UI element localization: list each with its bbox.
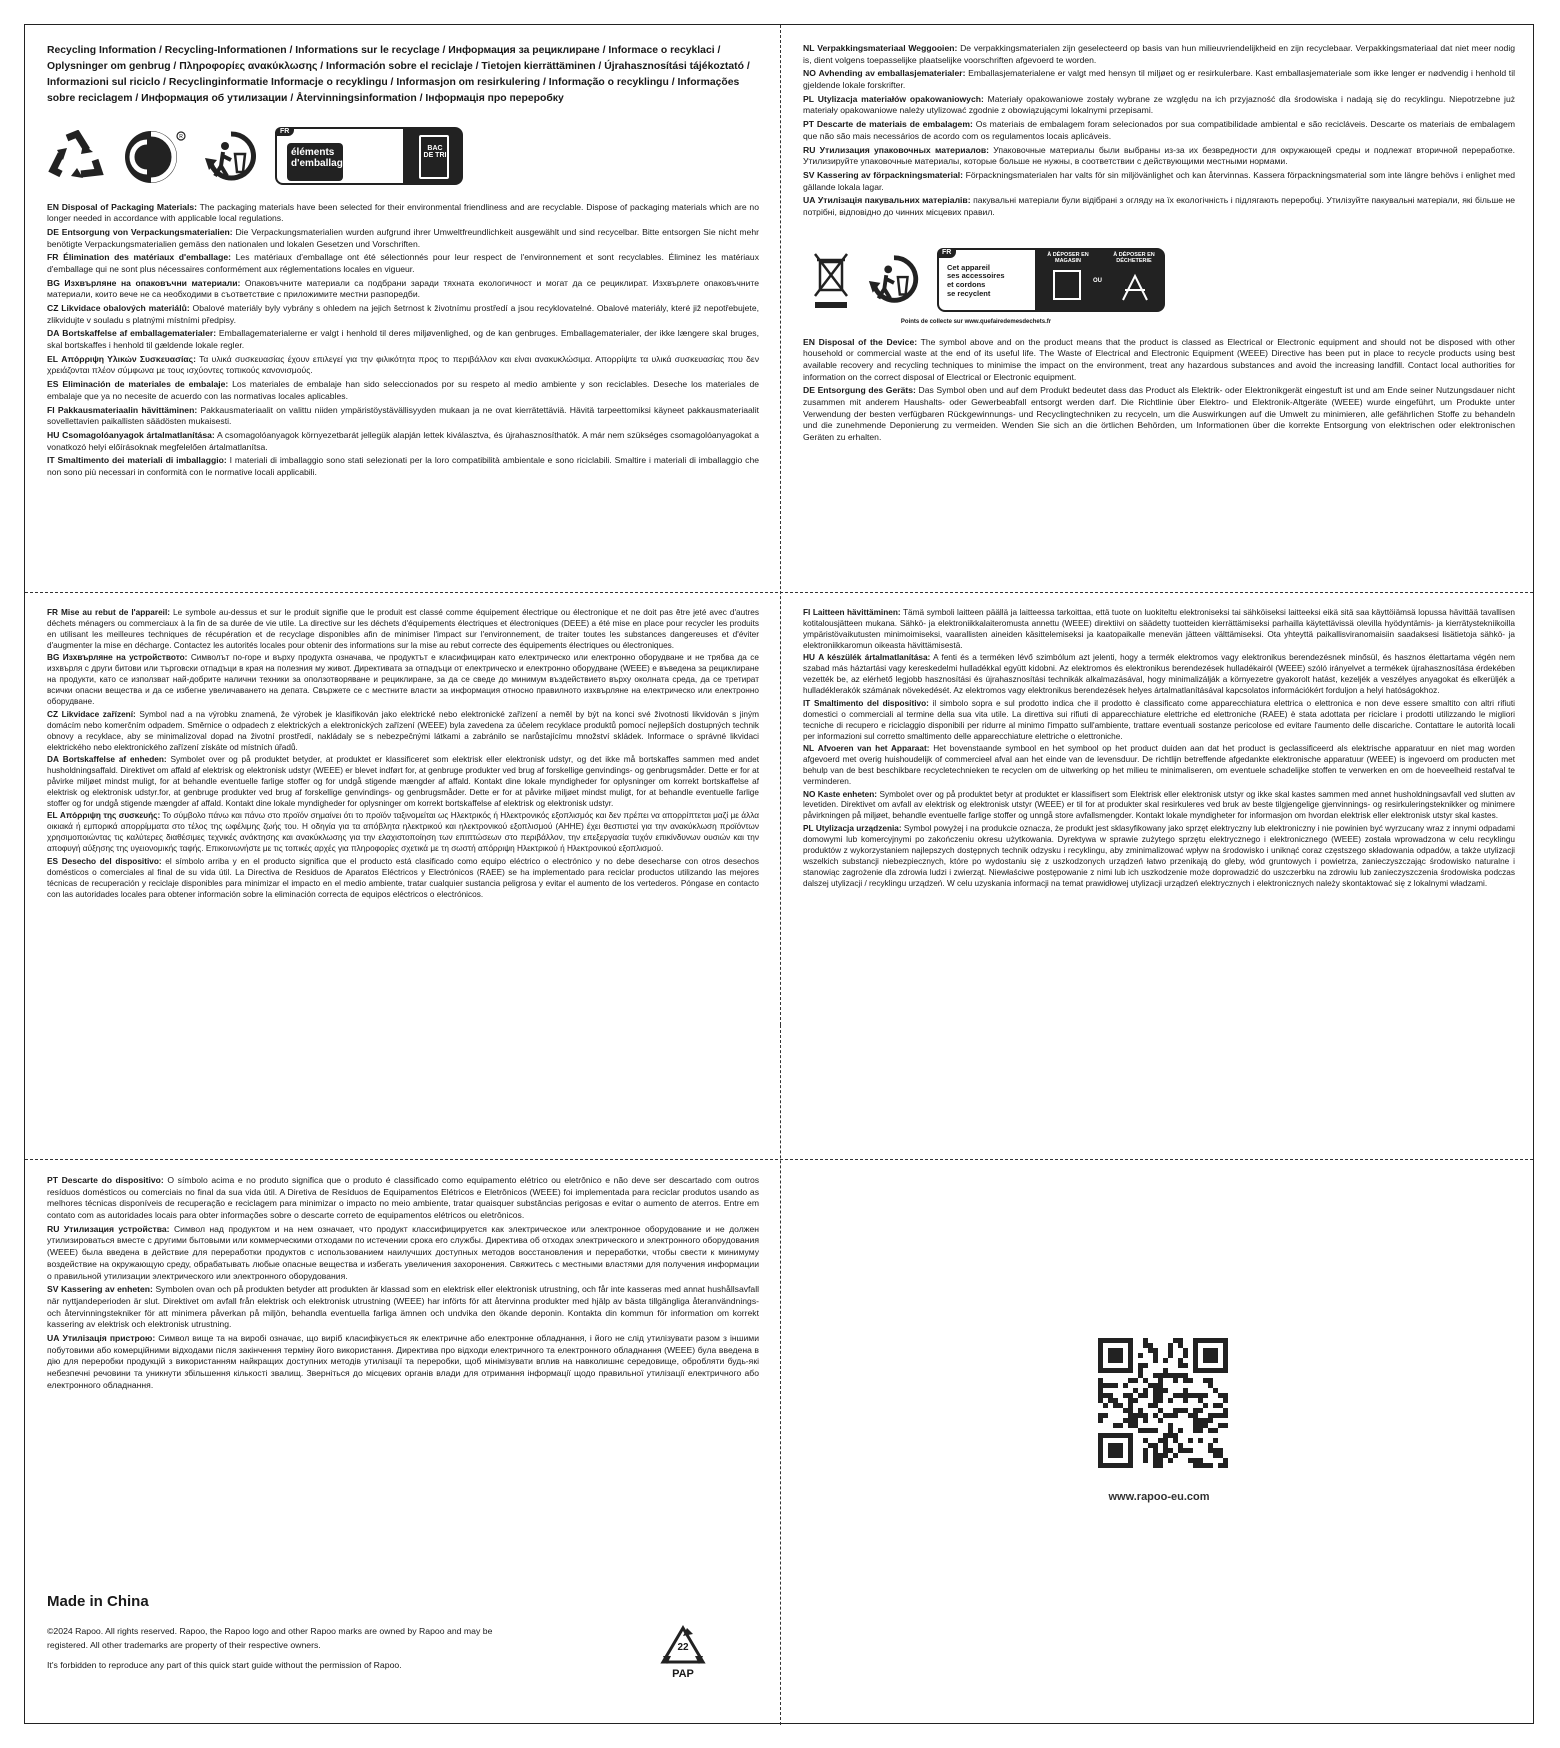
section-paragraph: BG Изхвърляне на опаковъчни материали: Опаковъчните материали са подбрани заради тяхната екологичност и могат да се рециклират. Изхвърлете опаковъчните материали, които вече не са необходими в съответствие с приложимите местни разпоредби. <box>47 277 759 300</box>
made-in-label: Made in China <box>47 1593 149 1610</box>
store-icon <box>1053 270 1081 300</box>
section-paragraph: ES Desecho del dispositivo: el símbolo arriba y en el producto significa que el producto está clasificado como equipo eléctrico o electrónico y no debe desecharse con otros desechos domésticos o comerciales al final de su vida útil. La Directiva de Residuos de Aparatos Eléctricos y Electrónicos (RAEE) se ha implementado para reciclar productos utilizando las mejores técnicas de recuperación y reciclaje disponibles para minimizar el impacto en el medio ambiente, tratar cualquier sustancia peligrosa y evitar el aumento de los vertederos. Póngase en contacto con las autoridades locales para obtener información sobre la eliminación correcta de equipos eléctricos o electrónicos. <box>47 856 759 899</box>
section-paragraph: IT Smaltimento dei materiali di imballaggio: I materiali di imballaggio sono stati selezionati per la loro compatibilità ambientale e sono riciclabili. Smaltire i materiali di imballaggio che non sono più necessari in conformità con le normative locali applicabili. <box>47 455 759 477</box>
website-link[interactable]: www.rapoo-eu.com <box>1108 1491 1210 1503</box>
badge-fr-tag: FR <box>275 127 294 136</box>
section-paragraph: UA Утилізація пакувальних матеріалів: пакувальні матеріали були відібрані з огляду на їх екологічність і підлягають переробці. Утилізуйте пакувальні матеріали, які більше не потрібні, відповідно до чинних місцевих правил. <box>803 195 1515 217</box>
device-right-top-list <box>803 337 1515 444</box>
pap-label: PAP <box>672 1668 694 1680</box>
horizontal-divider-2 <box>25 1159 1533 1160</box>
recycling-heading: Recycling Information / Recycling-Informationen / Informations sur le recyclage / Информация за рециклиране / Informace o recyklaci / Oplysninger om genbrug / Πληροφορίες ανακύκλωσης / Información sobre el reciclaje / Tietojen kierrättäminen / Újrahasznosítási tájékoztató / Informazioni sul riciclo / Recyclinginformatie Informacje o recyklingu / Informasjon om resirkulering / Informação o recyklingu / Informações sobre reciclagem / Информация об утилизации / Återvinningsinformation / Інформація про переробку <box>47 45 750 105</box>
section-paragraph: RU Утилизация упаковочных материалов: Упаковочные материалы были выбраны из-за их безвредности для окружающей среды и подлежат вторичной переработке. Утилизируйте упаковочные материалы, которые больше не нужны, в соответствии с действующими местными нормами. <box>803 144 1515 167</box>
section-paragraph: CZ Likvidace obalových materiálů: Obalové materiály byly vybrány s ohledem na jejich šetrnost k životnímu prostředí a jsou recyklovatelné. Obalové materiály, které již nepotřebujete, zlikvidujte v souladu s platnými místními předpisy. <box>47 303 759 325</box>
vertical-divider <box>780 25 781 1025</box>
section-paragraph: PT Descarte do dispositivo: O símbolo acima e no produto significa que o produto é classificado como equipamento elétrico ou eletrônico e não deve ser descartado com outros resíduos domésticos ou comerciais no final da sua vida útil. A Diretiva de Resíduos de Equipamentos Elétricos e Eletrônicos (WEEE) foi implementada para reciclar produtos usando as melhores técnicas disponíveis de recuperação e reciclagem para minimizar o impacto no meio ambiente, tratar quaisquer substâncias perigosas e evitar o aumento de aterros. Entre em contato com as autoridades locais para obter informações sobre o descarte correto de equipamentos elétricos ou eletrônicos. <box>47 1175 759 1221</box>
vertical-divider-bottom <box>780 1025 781 1725</box>
section-paragraph: NL Verpakkingsmateriaal Weggooien: De verpakkingsmaterialen zijn geselecteerd op basis van hun milieuvriendelijkheid en zijn recyclebaar. Verpakkingsmateriaal dat niet meer nodig is, dient volgens toepasselijke plaatselijke voorschriften afgevoerd te worden. <box>803 43 1515 65</box>
device-mid-left-list <box>47 608 759 901</box>
section-paragraph: EN Disposal of Packaging Materials: The packaging materials have been selected for their environmental friendliness and are recyclable. Dispose of packaging materials which are no longer needed in accordance with applicable local regulations. <box>47 201 759 224</box>
weee-icons <box>811 245 1515 315</box>
pap-recycle-mark <box>659 1624 719 1688</box>
section-paragraph: FI Pakkausmateriaalin hävittäminen: Pakkausmateriaalit on valittu niiden ympäristöystävällisyyden mukaan ja ne ovat kierrätettäviä. Hävitä tarpeettomiksi käyneet pakkausmateriaalit sovellettavien paikallisten säädösten mukaisesti. <box>47 404 759 427</box>
svg-text:R: R <box>179 133 183 140</box>
horizontal-divider-1 <box>25 592 1533 593</box>
section-paragraph: EL Απόρριψη της συσκευής: Το σύμβολο πάνω και πάνω στο προϊόν σημαίνει ότι το προϊόν ταξινομείται ως Ηλεκτρικός ή Ηλεκτρονικός εξοπλισμός και δεν πρέπει να απορρίπτεται μαζί με άλλα οικιακά ή εμπορικά απορρίμματα στο τέλος της ωφέλιμης ζωής του. Η οδηγία για τα απόβλητα ηλεκτρικού και ηλεκτρονικού εξοπλισμού (ΑΗΗΕ) έχει θεσπιστεί για την ανακύκλωση προϊόντων χρησιμοποιώντας τις καλύτερες διαθέσιμες τεχνικές ανάκτησης και ανακύκλωσης για την ελαχιστοποίηση των επιπτώσεων στο περιβάλλον, την επεξεργασία τυχόν επικίνδυνων ουσιών και την αποφυγή αύξησης της υγειονομικής ταφής. Επικοινωνήστε με τις τοπικές αρχές για πληροφορίες σχετικά με τη σωστή απόρριψη Ηλεκτρικού ή Ηλεκτρονικού εξοπλισμού. <box>47 811 759 854</box>
sort-bin-icon: BAC DE TRI <box>405 127 463 185</box>
device-mid-right-list <box>803 608 1515 890</box>
section-paragraph: RU Утилизация устройства: Символ над продуктом и на нем означает, что продукт классифицируется как электрическое или электронное оборудование и не должен утилизироваться вместе с другими бытовыми или коммерческими отходами по истечении срока его службы. Директива об отходах электрического и электронного оборудования (WEEE) была введена в действие для переработки продуктов с использованием наилучших доступных методов восстановления и переработки, чтобы свести к минимуму воздействие на окружающую среду, обрабатывать любые опасные вещества и избегать увеличения захоронения. Свяжитесь с местными властями для получения информации о правильной утилизации электрического или электронного оборудования. <box>47 1223 759 1281</box>
triman-icon <box>201 128 261 186</box>
section-paragraph: DE Entsorgung des Geräts: Das Symbol oben und auf dem Produkt bedeutet dass das Product als Elektrik- oder Elektronikgerät eingestuft ist und am Ende seiner Nutzungsdauer nicht zusammen mit anderem Haushalts- oder Gewerbeabfall entsorgt werden darf. Die Richtlinie über Elektro- und Elektronik-Altgeräte (WEEE) wurde eingeführt, um Produkte unter Verwendung der besten verfügbaren Rückgewinnungs- und Recyclingtechniken zu recyceln, um die Auswirkungen auf die Umwelt zu minimieren, alle gefährlichen Stoffe zu behandeln und die zunehmende Deponierung zu vermeiden. Wenden Sie sich an die örtlichen Behörden, um Informationen über die korrekte Entsorgung von elektrischen oder elektronischen Geräten zu erhalten. <box>803 385 1515 443</box>
section-paragraph: CZ Likvidace zařízení: Symbol nad a na výrobku znamená, že výrobek je klasifikován jako elektrické nebo elektronické zařízení a neměl by být na konci své životnosti likvidován s jiným domácím nebo komerčním odpadem. Směrnice o odpadech z elektrických a elektronických zařízení (WEEE) byla zavedena za účelem recyklace produktů pomocí nejlepších dostupných technik obnovy a recyklace, aby se minimalizoval dopad na životní prostředí, nakládaly se s nebezpečnými látkami a zabránilo se narůstajícímu množství skládek. Informace o správné likvidaci elektrického nebo elektronického zařízení získáte od místních úřadů. <box>47 709 759 752</box>
section-paragraph: NO Kaste enheten: Symbolet over og på produktet betyr at produktet er klassifisert som Elektrisk eller elektronisk utstyr og ikke skal kastes sammen med annet husholdningsavfall ved slutten av levetiden. Direktivet om avfall av elektrisk og elektronisk utstyr (WEEE) er til for at produkter skal resirkuleres ved bruk av beste tilgjengelige gjenvinnings- og resirkuleringsteknikker og minimere påvirkningen på miljøet, behandle eventuelle farlige stoffer og unngå store avfallsmengder. Kontakt lokale myndigheter for informasjon om hvordan elektrisk eller elektronisk utstyr skal kastes. <box>803 789 1515 821</box>
section-paragraph: EN Disposal of the Device: The symbol above and on the product means that the product is classed as Electrical or Electronic equipment and should not be disposed with other household or commercial waste at the end of its useful life. The Waste of Electrical and Electronic Equipment (WEEE) Directive has been put in place to recycle products using best available recovery and recycling techniques to minimise the impact on the environment, treat any hazardous substances and avoid the increasing landfill. Contact local authorities for information on the correct disposal of Electrical or Electronic equipment. <box>803 336 1515 382</box>
forbidden-text: It's forbidden to reproduce any part of this quick start guide without the permission of Rapoo. <box>47 1660 402 1671</box>
footer-block <box>47 1593 759 1688</box>
section-paragraph: HU A készülék ártalmatlanítása: A fenti és a terméken lévő szimbólum azt jelenti, hogy a termék elektromos vagy elektronikus berendezésnek minősül, és hasznos élettartama végén nem szabad más háztartási vagy kereskedelmi hulladékkal együtt kidobni. Az elektromos és elektronikus berendezések hulladékairól (WEEE) szóló irányelvet a termékek újrahasznosítása érdekében vezették be, az elérhető legjobb hasznosítási és újrahasznosítási technikák alkalmazásával, hogy minimalizálják a környezetre gyakorolt hatást, kezeljék a veszélyes anyagokat és elkerüljék a hulladéklerakók számának növekedését. Az elektromos vagy elektronikus berendezések helyes ártalmatlanításával kapcsolatos információkért forduljon a helyi hatóságokhoz. <box>803 653 1515 696</box>
section-paragraph: ES Eliminación de materiales de embalaje: Los materiales de embalaje han sido seleccionados por su respeto al medio ambiente y son reciclables. Deseche los materiales de embalaje que ya no necesite de acuerdo con las normativas locales aplicables. <box>47 379 759 401</box>
section-paragraph: SV Kassering av enheten: Symbolen ovan och på produkten betyder att produkten är klassad som en elektrisk eller elektronisk utrustning, och får inte kasseras med annat hushållsavfall när nyttjandeperioden är slut. Direktivet om avfall från elektrisk och elektronisk utrustning (WEEE) har införts för att återvinna produkter med hjälp av bästa tillgängliga återanvändnings- och återvinningstekniker för att minimera påverkan på miljön, behandla eventuella farliga ämnen och undvika den ökande deponin. Kontakta din kommun för information om korrekt kassering av elektrisk och elektronisk utrustning. <box>47 1284 759 1330</box>
pap-number: 22 <box>677 1642 689 1653</box>
collect-note: Points de collecte sur www.quefairedemesdechets.fr <box>900 318 1052 325</box>
section-paragraph: FI Laitteen hävittäminen: Tämä symboli laitteen päällä ja laitteessa tarkoittaa, että tuote on luokiteltu elektroniseksi tai sähköiseksi laitteeksi eikä sitä saa käyttöiämsä lopussa hävittää tavallisen kotitalousjätteen mukana. Sähkö- ja elektroniikkalaiteromusta annettu (WEEE) direktiivi on säädetty tuotteiden kierrättämiseksi parhailla käytettävissä olevilla hyödyntämis- ja kierrätystekniikoilla ympäristövaikutusten minimoimiseksi, vaarallisten aineiden käsittelemiseksi ja kaatopaikalle menevän jätteen välttämiseksi. Ota yhteyttä paikallisviranomaisiin saadaksesi lisätietoja sähkö- ja elektroniikkaromun oikeasta hävittämisestä. <box>803 608 1515 650</box>
triman-device-icon <box>865 251 923 309</box>
section-paragraph: PL Utylizacja urządzenia: Symbol powyżej i na produkcie oznacza, że produkt jest sklasyfikowany jako sprzęt elektryczny lub elektroniczny i nie powinien być wyrzucany wraz z innymi odpadami domowymi lub komercyjnymi po zakończeniu okresu użytkowania. Dyrektywa w sprawie zużytego sprzętu elektrycznego i elektronicznego (WEEE) została wprowadzona w celu recyklingu produktów z wykorzystaniem najlepszych dostępnych technik odzysku i recyklingu, aby zminimalizować wpływ na środowisko i uniknąć coraz częstszego składowania odpadów, a także utylizacji wszelkich substancji niebezpiecznych, które po wydostaniu się z uszkodzonych urządzeń łatwo przenikają do gleby, wód gruntowych i powietrza, zanieczyszczając środowisko naturalne i stanowiąc zagrożenie dla zdrowia ludzi i zwierząt. Niewłaściwe postępowanie z nimi lub ich uszkodzenie może doprowadzić do uszczerbku na zdrowiu lub zanieczyszczenia środowiska podczas dalszej utylizacji / recyklingu urządzeń. W celu uzyskania informacji na temat prawidłowej utylizacji urządzeń elektrycznych i elektronicznych należy skontaktować się z lokalnymi władzami. <box>803 823 1515 888</box>
section-paragraph: SV Kassering av förpackningsmaterial: Förpackningsmaterialen har valts för sin miljövänlighet och kan återvinnas. Kassera förpackningsmaterial som inte längre behövs i enlighet med gällande lokala lagar. <box>803 169 1515 192</box>
section-paragraph: EL Απόρριψη Υλικών Συσκευασίας: Τα υλικά συσκευασίας έχουν επιλεγεί για την φιλικότητα προς το περιβάλλον και είναι ανακυκλώσιμα. Απορρίψτε τα υλικά συσκευασίας που δεν χρειάζονται πλέον σύμφωνα με τους ισχύοντες τοπικούς κανονισμούς. <box>47 353 759 376</box>
device-recycle-badge: FR Cet appareil ses accessoires et cordons se recyclent À DÉPOSER EN MAGASIN OU À DÉPOSER EN DÉCHETERIE <box>937 248 1165 312</box>
packaging-right-list <box>803 43 1515 219</box>
device-bottom-left-list <box>47 1175 759 1391</box>
device-section-bottom-left <box>47 1175 759 1715</box>
section-paragraph: NO Avhending av emballasjematerialer: Emballasjematerialene er valgt med hensyn til miljøet og er resirkulerbare. Kast emballasjemateriale som ikke lenger er nødvendig i henhold til gjeldende lokale forskrifter. <box>803 68 1515 91</box>
qr-code[interactable] <box>1098 1338 1228 1468</box>
section-paragraph: BG Изхвърляне на устройството: Символът по-горе и върху продукта означава, че продуктът е класифициран като електрическо или електронно оборудване и не трябва да се изхвърля с други битови или търговски отпадъци в края на полезния му живот. Директивата за отпадъци от електрическо и електронно оборудване (WEEE) е въведена за рециклиране на продукти, като се използват най-добрите налични техники за оползотворяване и рециклиране, за да се сведе до минимум въздействието върху околната среда, да се третират всички опасни вещества и да се избегне увеличаването на депата. Свържете се с местните власти за информация относно правилното изхвърляне на електрическо или електронно оборудване. <box>47 653 759 707</box>
packaging-icons <box>47 122 759 192</box>
section-paragraph: DA Bortskaffelse af enheden: Symbolet over og på produktet betyder, at produktet er klassificeret som elektrisk eller elektronisk udstyr, og det ikke må bortskaffes sammen med andet husholdningsaffald. Direktivet om affald af elektrisk og elektronisk udstyr (WEEE) er blevet indført for, at genbruge produkter ved brug af forskellige genvindings- og genbrugsmåder. Dette er for at påvirke miljøet mindst muligt, for at behandle eventuelle farlige stoffer og for undgå stigende mængder af affald. Kontakt dine lokale myndigheder for oplysninger om korrekt bortskaffelse af elektrisk og elektronisk udstyr.for, at genbruge produkter ved brug af forskellige genvindings- og genbrugsmåder. Dette er for at påvirke miljøet mindst muligt, for at behandle eventuelle farlige stoffer og for undgå stigende mængder af affald. Kontakt dine lokale myndigheder for oplysninger om korrekt bortskaffelse af elektrisk og elektronisk udstyr. <box>47 755 759 808</box>
crossed-bin-icon <box>811 250 851 310</box>
recycling-sheet <box>24 24 1534 1724</box>
section-paragraph: FR Élimination des matériaux d'emballage: Les matériaux d'emballage ont été sélectionnés pour leur respect de l'environnement et sont recyclables. Éliminez les matériaux d'emballage qui ne sont plus nécessaires conformément aux réglementations locales en vigueur. <box>47 252 759 274</box>
qr-section <box>803 1175 1515 1715</box>
recycle-icon <box>47 130 107 184</box>
section-paragraph: NL Afvoeren van het Apparaat: Het bovenstaande symbool en het symbool op het product duiden aan dat het product is geclassificeerd als elektrische apparatuur en niet mag worden afgevoerd met overig huishoudelijk of commercieel afval aan het einde van de levensduur. De richtlijn betreffende afgedankte elektronische apparatuur (WEEE) is ingevoerd om producten met behulp van de best beschikbare recycletechnieken te recyclen om de uitwerking op het milieu te minimaliseren, om eventuele schadelijke stoffen te verwerken en om de hoeveelheid restafval te verminderen. <box>803 744 1515 787</box>
device-section-mid-left <box>47 608 759 1148</box>
packaging-left-list <box>47 202 759 479</box>
section-paragraph: FR Mise au rebut de l'appareil: Le symbole au-dessus et sur le produit signifie que le produit est classé comme équipement électrique ou électronique et ne doit pas être jeté avec d'autres déchets ménagers ou commerciaux à la fin de sa durée de vie utile. La directive sur les déchets d'équipements électriques et électroniques (DEEE) a été mise en place pour recycler les produits en utilisant les meilleures techniques de récupération et de recyclage disponibles afin de minimiser l'impact sur l'environnement, de traiter toutes les substances dangereuses et d'éviter d'augmenter la mise en décharge. Contactez les autorités locales pour obtenir des informations sur la mise au rebut correcte des équipements électriques ou électroniques. <box>47 608 759 650</box>
copyright-text: ©2024 Rapoo. All rights reserved. Rapoo, the Rapoo logo and other Rapoo marks are owned by Rapoo and may be registered. All other trademarks are property of their respective owners. <box>47 1626 493 1651</box>
section-paragraph: UA Утилізація пристрою: Символ вище та на виробі означає, що виріб класифікується як електричне або електронне обладнання, і його не слід утилізувати разом з іншими побутовими або комерційними відходами після закінчення терміну його використання. Директива про відходи електричного та електронного обладнання (WEEE) була введена в дію для переробки продукцій з використанням найкращих доступних методів утилізації та переробки, щоб мінімізувати вплив на навколишнє середовище, обробляти будь-які небезпечні речовини та уникнути збільшення кількості звалищ. Зверніться до місцевих органів влади для отримання інформації щодо правильної утилізації електричного або електронного обладнання. <box>47 1332 759 1390</box>
packaging-section-right <box>803 43 1515 583</box>
device-section-mid-right <box>803 608 1515 1148</box>
section-paragraph: DA Bortskaffelse af emballagematerialer: Emballagematerialerne er valgt i henhold til deres miljøvenlighed, og de kan genbruges. Emballagematerialer, der ikke længere skal bruges, skal bortskaffes i henhold til gældende lokale regler. <box>47 328 759 351</box>
section-paragraph: HU Csomagolóanyagok ártalmatlanítása: A csomagolóanyagok környezetbarát jellegük alapján lettek kiválasztva, és újrahasznosíthatók. A már nem szükséges csomagolóanyagokat a vonatkozó helyi előírásoknak megfelelően ártalmatlanítsa. <box>47 429 759 452</box>
section-paragraph: DE Entsorgung von Verpackungsmaterialien: Die Verpackungsmaterialien wurden aufgrund ihrer Umweltfreundlichkeit ausgewählt und sind recycelbar. Bitte entsorgen Sie nicht mehr benötigte Verpackungsmaterialien gemäss den nationalen und lokalen Gesetzen und Vorschriften. <box>47 226 759 249</box>
dump-icon <box>1119 270 1151 304</box>
packaging-section-left <box>47 43 759 583</box>
section-paragraph: PT Descarte de materiais de embalagem: Os materiais de embalagem foram selecionados por sua compatibilidade ambiental e são recicláveis. Descarte os materiais de embalagem que não são mais necessários de acordo com os regulamentos locais aplicáveis. <box>803 119 1515 141</box>
green-dot-icon <box>121 128 187 186</box>
packaging-sort-badge: FR éléments d'emballage BAC DE TRI <box>275 127 465 187</box>
section-paragraph: IT Smaltimento del dispositivo: il simbolo sopra e sul prodotto indica che il prodotto è classificato come apparecchiatura elettrica o elettronica e non deve essere smaltito con altri rifiuti domestici o commerciali al termine della sua vita utile. La direttiva sui rifiuti di apparecchiature elettriche ed elettroniche (RAEE) è stata adottata per riciclare i prodotti utilizzando le migliori tecniche di recupero e riciclaggio disponibili per ridurre al minimo l'impatto sull'ambiente, trattare eventuali sostanze pericolose ed evitare l'aumento delle discariche. Contattare le autorità locali per informazioni sul corretto smaltimento delle apparecchiature elettriche o elettroniche. <box>803 698 1515 741</box>
section-paragraph: PL Utylizacja materiałów opakowaniowych: Materiały opakowaniowe zostały wybrane ze względu na ich przyjazność dla środowiska i nadają się do recyklingu. Niepotrzebne już materiały opakowaniowe należy utylizować zgodnie z obowiązującymi lokalnymi przepisami. <box>803 93 1515 116</box>
